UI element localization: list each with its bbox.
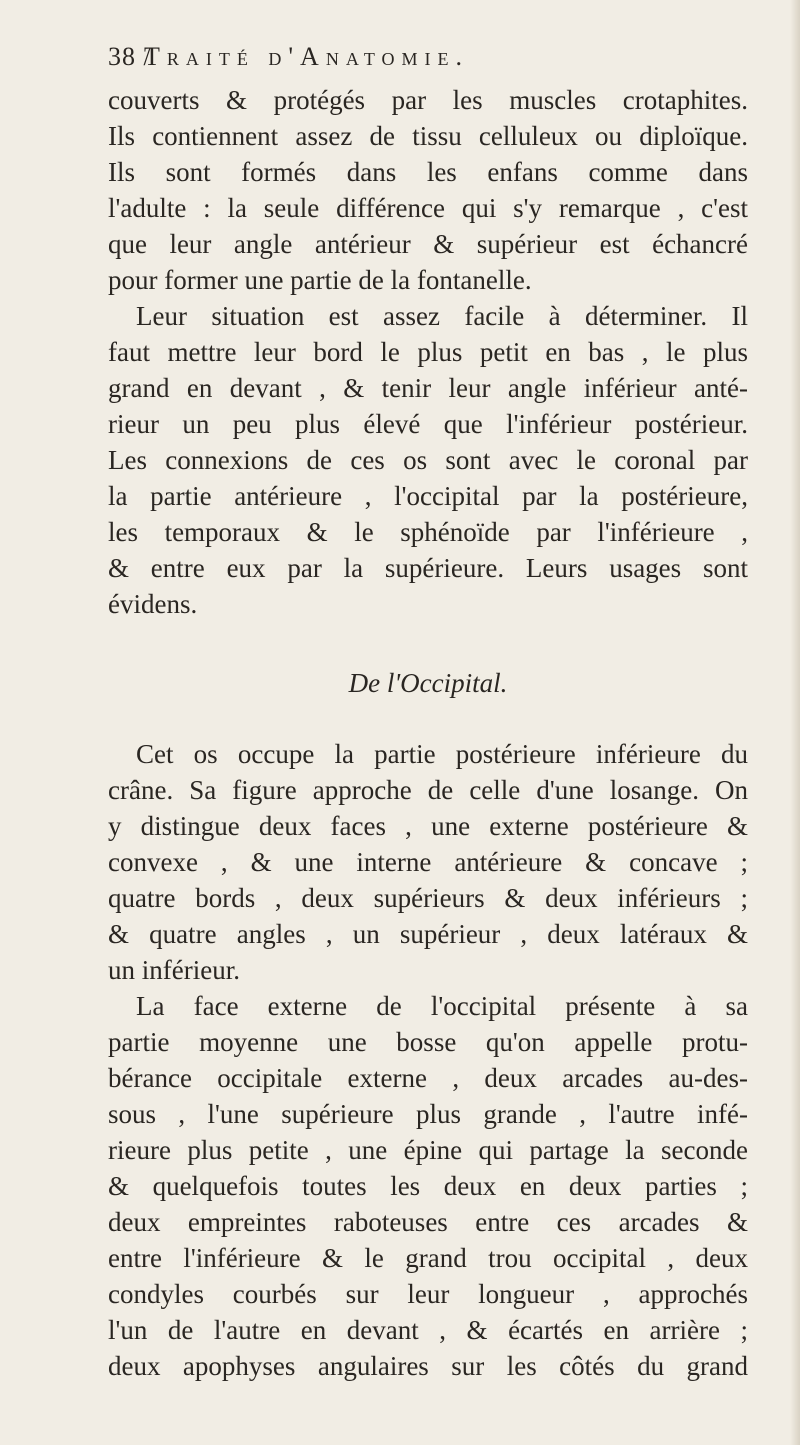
text-line: partie moyenne une bosse qu'on appelle protu-: [108, 1027, 748, 1057]
text-line: Ils sont formés dans les enfans comme dans: [108, 157, 748, 187]
text-line: crâne. Sa figure approche de celle d'une losange. On: [108, 775, 748, 805]
text-line: Leur situation est assez facile à déterminer. Il: [136, 301, 748, 331]
text-line: condyles courbés sur leur longueur , approchés: [108, 1279, 748, 1309]
text-line: un inférieur.: [108, 955, 240, 985]
paragraph-continued: [108, 82, 748, 298]
text-line: grand en devant , & tenir leur angle inférieur anté-: [108, 373, 748, 403]
text-line: pour former une partie de la fontanelle.: [108, 265, 532, 295]
text-line: quatre bords , deux supérieurs & deux inférieurs ;: [108, 883, 748, 913]
text-line: la partie antérieure , l'occipital par la postérieure,: [108, 481, 748, 511]
page-number: 38 /: [108, 42, 152, 71]
text-line: sous , l'une supérieure plus grande , l'autre infé-: [108, 1099, 748, 1129]
text-line: Les connexions de ces os sont avec le coronal par: [108, 445, 748, 475]
page-edge-shadow: [790, 0, 800, 1445]
text-line: & entre eux par la supérieure. Leurs usages sont: [108, 553, 748, 583]
text-line: y distingue deux faces , une externe postérieure &: [108, 811, 748, 841]
text-line: faut mettre leur bord le plus petit en bas , le plus: [108, 337, 748, 367]
text-line: & quatre angles , un supérieur , deux latéraux &: [108, 919, 748, 949]
text-line: Ils contiennent assez de tissu celluleux ou diploïque.: [108, 121, 748, 151]
running-title: Traité d'Anatomie.: [144, 42, 469, 71]
paragraph-external-face: [108, 988, 748, 1384]
text-line: couverts & protégés par les muscles crotaphites.: [108, 85, 748, 115]
text-line: les temporaux & le sphénoïde par l'inférieure ,: [108, 517, 748, 547]
text-line: que leur angle antérieur & supérieur est échancré: [108, 229, 748, 259]
text-line: évidens.: [108, 589, 198, 619]
text-line: deux apophyses angulaires sur les côtés du grand: [108, 1351, 748, 1381]
section-heading: De l'Occipital.: [348, 668, 508, 698]
running-head: [108, 38, 748, 82]
text-line: La face externe de l'occipital présente à sa: [136, 991, 748, 1021]
paragraph-occipital-intro: [108, 736, 748, 988]
text-line: rieure plus petite , une épine qui partage la seconde: [108, 1135, 748, 1165]
text-line: entre l'inférieure & le grand trou occipital , deux: [108, 1243, 748, 1273]
text-line: rieur un peu plus élevé que l'inférieur postérieur.: [108, 409, 748, 439]
text-line: & quelquefois toutes les deux en deux parties ;: [108, 1171, 748, 1201]
text-line: deux empreintes raboteuses entre ces arcades &: [108, 1207, 748, 1237]
text-line: convexe , & une interne antérieure & concave ;: [108, 847, 748, 877]
book-page: [108, 38, 748, 1384]
text-line: Cet os occupe la partie postérieure inférieure du: [136, 739, 748, 769]
text-line: bérance occipitale externe , deux arcades au-des-: [108, 1063, 748, 1093]
paragraph-situation: [108, 298, 748, 622]
text-line: l'un de l'autre en devant , & écartés en arrière ;: [108, 1315, 748, 1345]
text-line: l'adulte : la seule différence qui s'y remarque , c'est: [108, 193, 748, 223]
